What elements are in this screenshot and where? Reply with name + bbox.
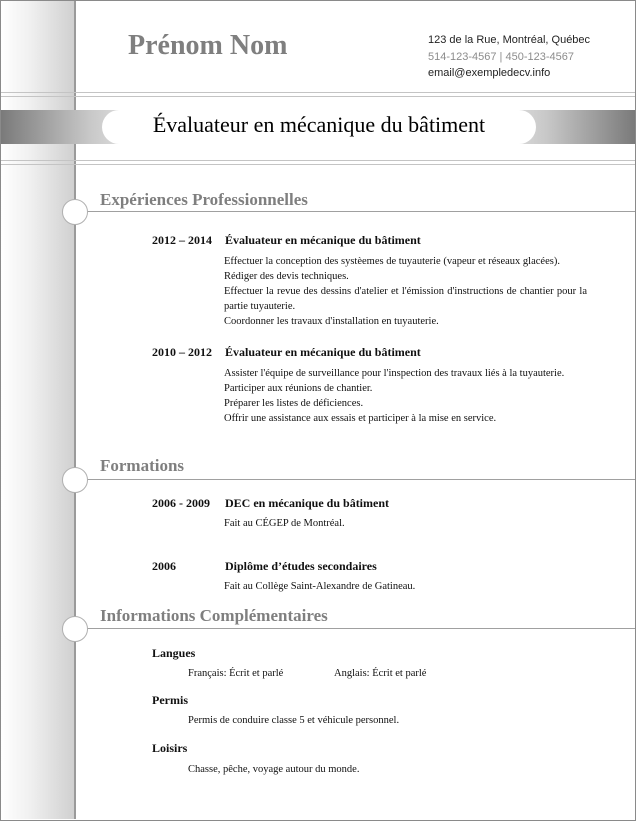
divider-top-2 [1,96,635,97]
education-period: 2006 - 2009 [152,496,210,510]
timeline-dot [62,199,88,225]
task-item: Rédiger des devis techniques. [224,271,349,282]
experience-title: Évaluateur en mécanique du bâtiment [225,233,421,247]
section-title-additional: Informations Complémentaires [100,606,328,625]
hobbies-text: Chasse, pêche, voyage autour du monde. [188,764,360,775]
experience-period: 2010 – 2012 [152,345,212,359]
section-title-education: Formations [100,456,185,475]
education-place: Fait au CÉGEP de Montréal. [224,518,345,529]
section-line-additional [74,628,635,629]
experience-period: 2012 – 2014 [152,233,212,247]
email: email@exempledecv.info [428,67,551,79]
education-period: 2006 [152,559,176,573]
task-item: Offrir une assistance aux essais et participer à la mise en service. [224,413,497,424]
section-line-education [74,479,635,480]
education-title: DEC en mécanique du bâtiment [225,496,390,510]
experience-title: Évaluateur en mécanique du bâtiment [225,345,421,359]
task-item: Effectuer la revue des dessins d'atelier et l'émission d'instructions de chantier pour la partie tuyauterie. [224,286,587,312]
section-title-experience: Expériences Professionnelles [100,190,308,209]
task-item: Préparer les listes de déficiences. [224,398,364,409]
timeline-dot [62,467,88,493]
job-title: Évaluateur en mécanique du bâtiment [152,112,486,137]
contact-block [428,32,590,82]
experience-tasks [224,366,587,426]
divider-mid-1 [1,160,635,161]
divider-mid-2 [1,164,635,165]
task-item: Coordonner les travaux d'installation en tuyauterie. [224,316,439,327]
timeline-dot [62,616,88,642]
education-title: Diplôme d’études secondaires [225,559,377,573]
phone-numbers: 514-123-4567 | 450-123-4567 [428,50,574,63]
section-line-experience [74,211,635,212]
permit-text: Permis de conduire classe 5 et véhicule personnel. [188,715,400,726]
divider-top-1 [1,92,635,93]
language-english: Anglais: Écrit et parlé [334,668,427,679]
candidate-name: Prénom Nom [128,30,288,61]
task-item: Assister l'équipe de surveillance pour l'inspection des travaux liés à la tuyauterie. [224,368,565,379]
task-item: Effectuer la conception des systèemes de tuyauterie (vapeur et réseaux glacées). [224,256,560,267]
address: 123 de la Rue, Montréal, Québec [428,34,591,46]
language-french: Français: Écrit et parlé [188,668,284,679]
education-place: Fait au Collège Saint-Alexandre de Gatineau. [224,581,416,592]
languages-label: Langues [152,646,196,660]
task-item: Participer aux réunions de chantier. [224,383,373,394]
hobbies-label: Loisirs [152,741,188,755]
permit-label: Permis [152,693,188,707]
experience-tasks [224,254,587,329]
